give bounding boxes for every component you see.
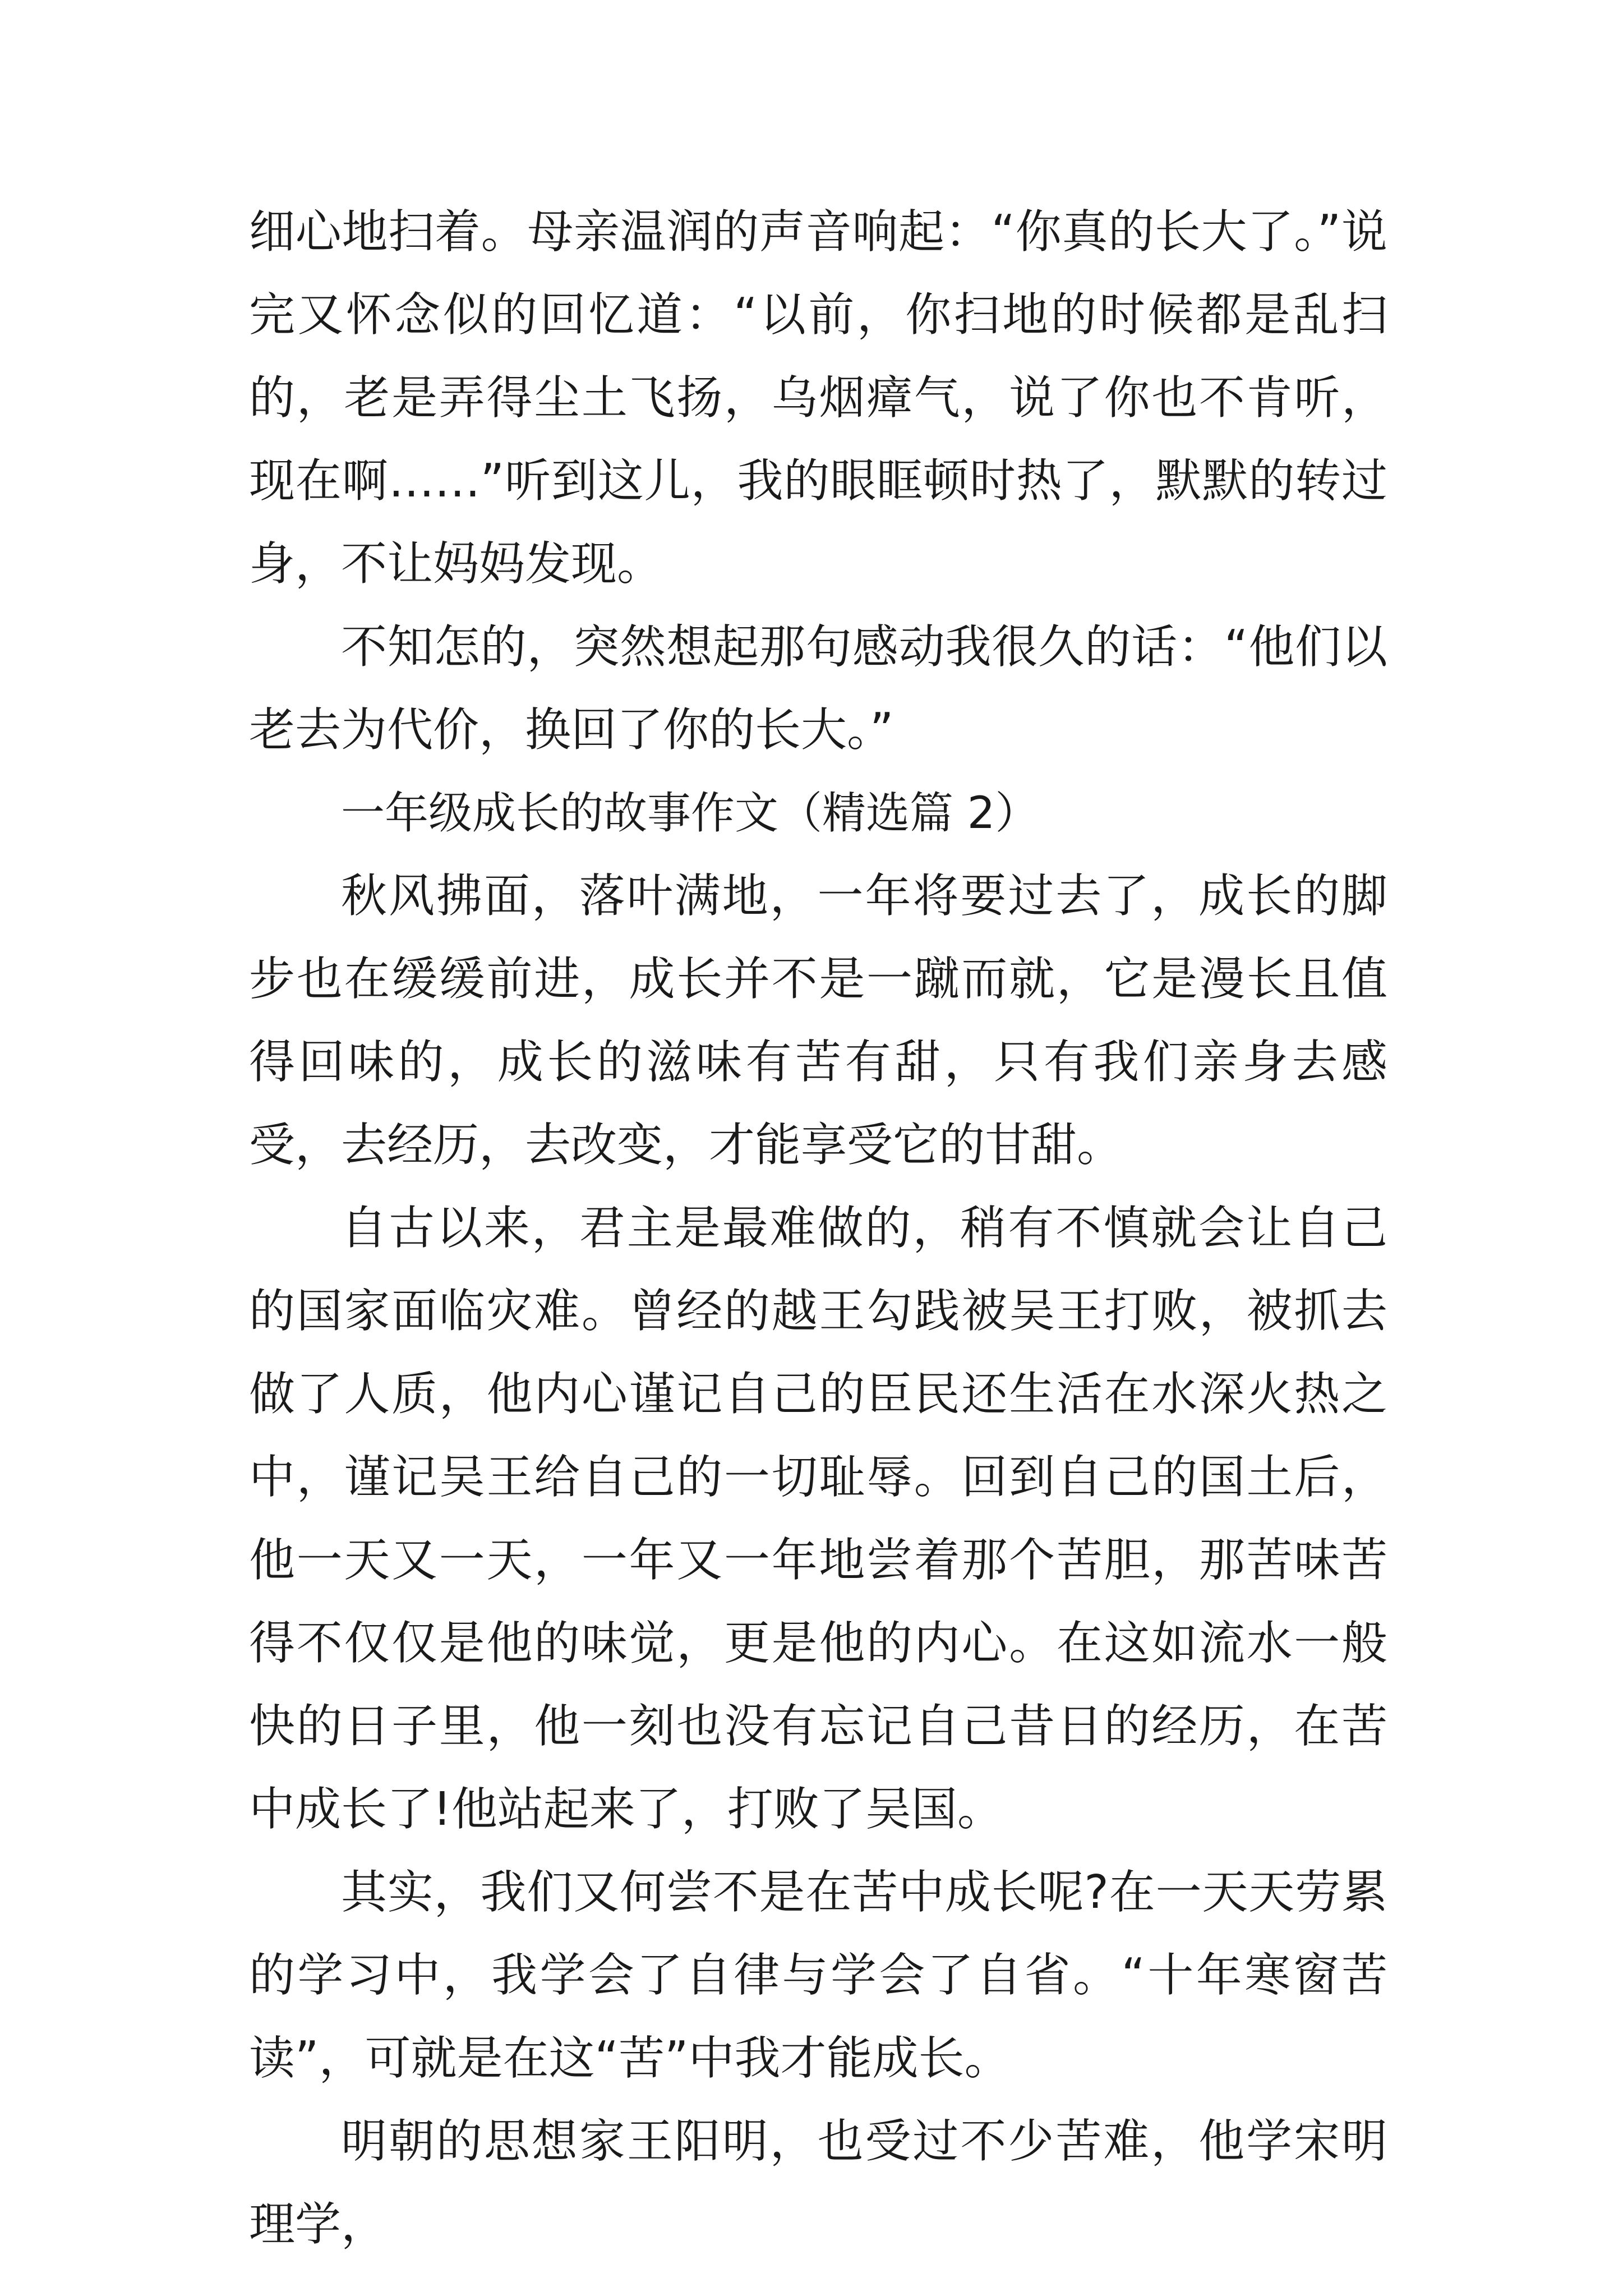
- paragraph: 其实，我们又何尝不是在苦中成长呢?在一天天劳累的学习中，我学会了自律与学会了自省。“十年寒窗苦读”，可就是在这“苦”中我才能成长。: [249, 1866, 1387, 2085]
- paragraph: 明朝的思想家王阳明，也受过不少苦难，他学宋明理学，: [249, 2115, 1387, 2251]
- section-heading: 一年级成长的故事作文（精选篇 2）: [341, 788, 1039, 839]
- paragraph: 不知怎的，突然想起那句感动我很久的话：“他们以老去为代价，换回了你的长大。”: [249, 620, 1387, 757]
- paragraph: 秋风拂面，落叶满地，一年将要过去了，成长的脚步也在缓缓前进，成长并不是一蹴而就，它是漫长且值得回味的，成长的滋味有苦有甜，只有我们亲身去感受，去经历，去改变，才能享受它的甘甜。: [249, 869, 1387, 1172]
- paragraph-continuation: 细心地扫着。母亲温润的声音响起：“你真的长大了。”说完又怀念似的回忆道：“以前，你扫地的时候都是乱扫的，老是弄得尘土飞扬，乌烟瘴气，说了你也不肯听，现在啊……”听到这儿，我的眼眶顿时热了，默默的转过身，不让妈妈发现。: [249, 205, 1387, 591]
- document-body: [249, 191, 1387, 2266]
- paragraph: 自古以来，君主是最难做的，稍有不慎就会让自己的国家面临灾难。曾经的越王勾践被吴王打败，被抓去做了人质，他内心谨记自己的臣民还生活在水深火热之中，谨记吴王给自己的一切耻辱。回到自己的国土后，他一天又一天，一年又一年地尝着那个苦胆，那苦味苦得不仅仅是他的味觉，更是他的内心。在这如流水一般快的日子里，他一刻也没有忘记自己昔日的经历，在苦中成长了!他站起来了，打败了吴国。: [249, 1202, 1387, 1836]
